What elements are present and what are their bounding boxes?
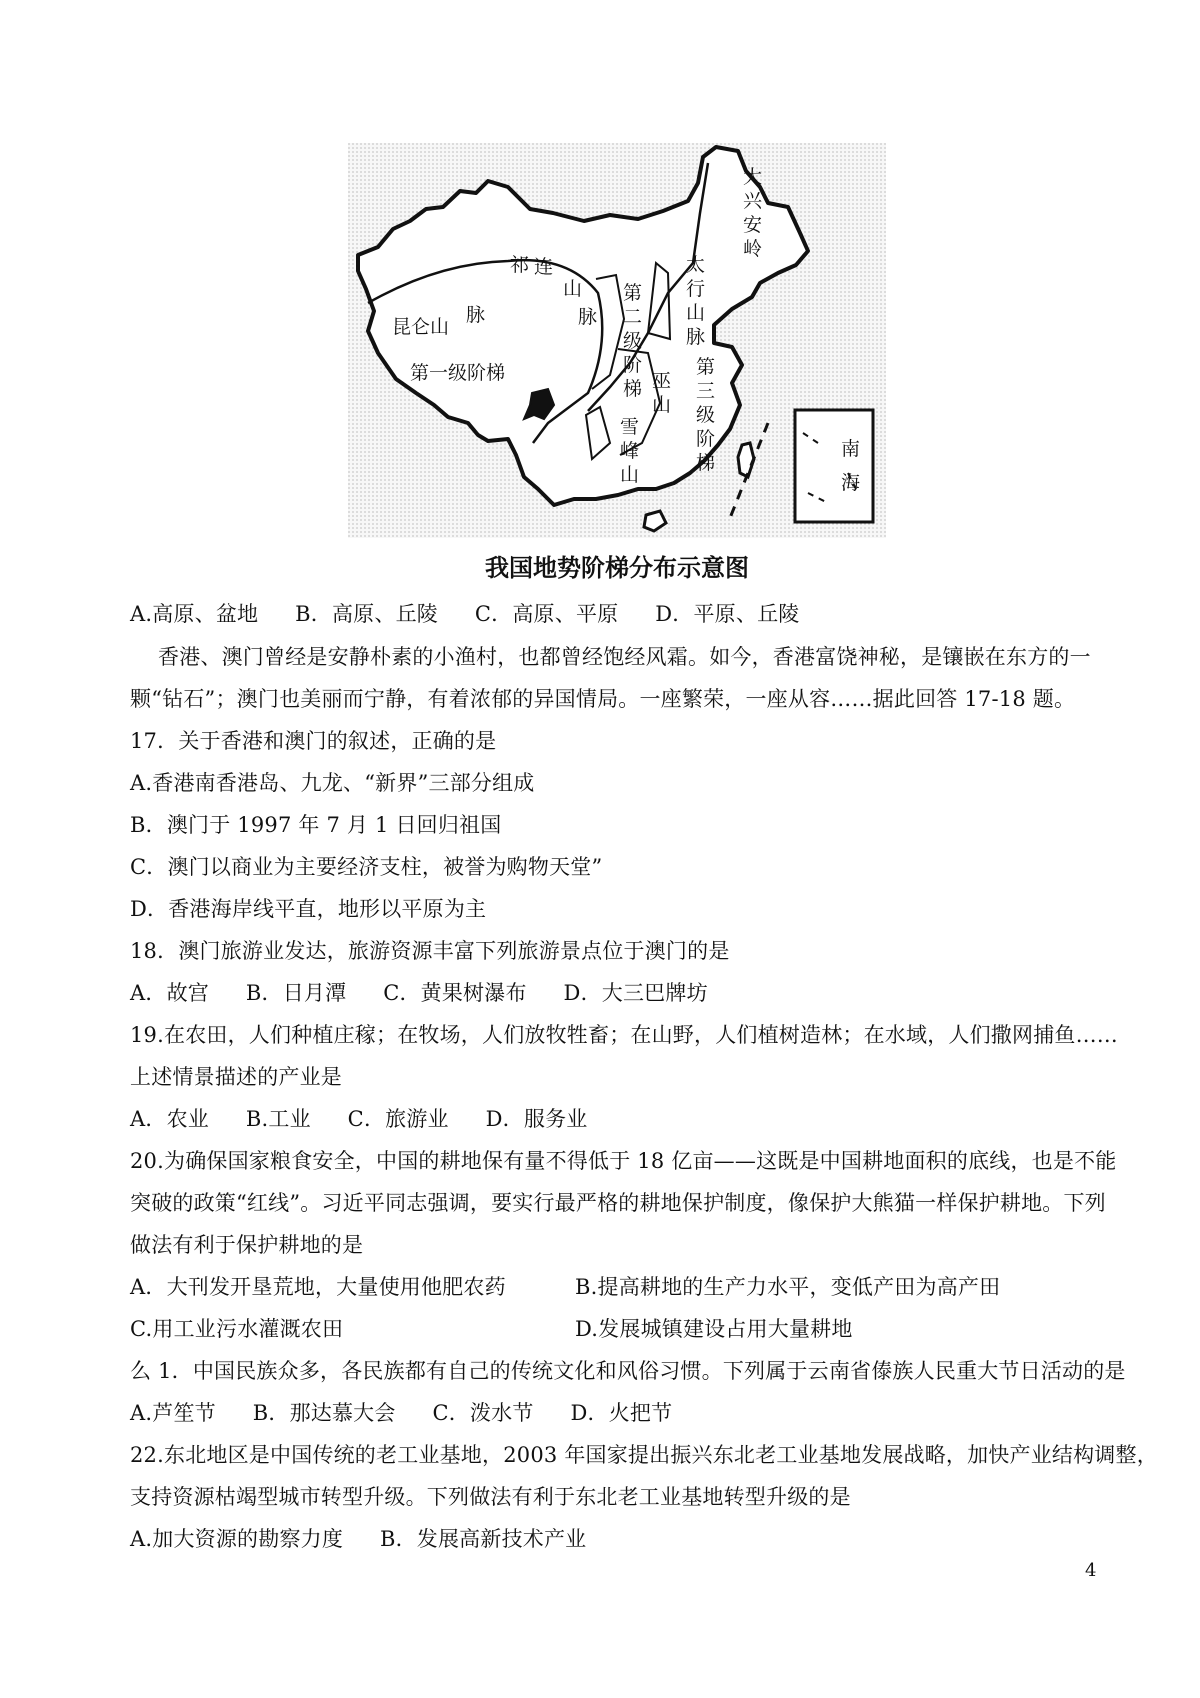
svg-text:南: 南 [841, 438, 861, 460]
terrain-steps-map [348, 143, 886, 587]
svg-text:山: 山 [620, 464, 640, 486]
q22-options [130, 1525, 586, 1553]
svg-text:第: 第 [623, 282, 643, 304]
label-kunlun: 昆仑山 [392, 316, 450, 338]
svg-text:梯: 梯 [696, 452, 716, 474]
q18-stem: 18．澳门旅游业发达，旅游资源丰富下列旅游景点位于澳门的是 [130, 939, 730, 963]
q17-option-d[interactable]: D．香港海岸线平直，地形以平原为主 [130, 897, 487, 921]
q20-option-b[interactable]: B.提高耕地的生产力水平，变低产田为高产田 [575, 1275, 1001, 1299]
svg-text:级: 级 [696, 404, 716, 426]
page-number: 4 [1085, 1560, 1097, 1581]
q16-option-c[interactable]: C．高原、平原 [474, 602, 619, 626]
svg-text:三: 三 [696, 380, 716, 402]
q21-option-a[interactable]: A.芦笙节 [130, 1401, 216, 1425]
q21-stem: 么 1．中国民族众多，各民族都有自己的传统文化和风俗习惯。下列属于云南省傣族人民重大节日活动的是 [130, 1359, 1126, 1383]
label-kunlun-mai: 脉 [466, 304, 486, 326]
q20-stem-line-2: 突破的政策“红线”。习近平同志强调，要实行最严格的耕地保护制度，像保护大熊猫一样保护耕地。下列 [130, 1191, 1106, 1215]
q20-option-d[interactable]: D.发展城镇建设占用大量耕地 [575, 1317, 853, 1341]
q17-stem: 17．关于香港和澳门的叙述，正确的是 [130, 729, 497, 753]
svg-text:海: 海 [841, 472, 861, 494]
svg-text:脉: 脉 [578, 306, 598, 328]
q21-option-b[interactable]: B．那达慕大会 [252, 1401, 396, 1425]
q20-stem-line-1: 20.为确保国家粮食安全，中国的耕地保有量不得低于 18 亿亩——这既是中国耕地面积的底线，也是不能 [130, 1149, 1117, 1173]
svg-text:级: 级 [623, 330, 643, 352]
q21-option-d[interactable]: D．火把节 [570, 1401, 673, 1425]
q17-option-a[interactable]: A.香港南香港岛、九龙、“新界”三部分组成 [130, 771, 535, 795]
svg-text:阶: 阶 [623, 354, 643, 376]
q20-option-a[interactable]: A．大刊发开垦荒地，大量使用他肥农药 [130, 1275, 506, 1299]
svg-text:雪: 雪 [620, 416, 640, 438]
label-xuefeng [620, 416, 639, 486]
q21-options [130, 1399, 672, 1427]
q20-option-c[interactable]: C.用工业污水灌溉农田 [130, 1317, 344, 1341]
svg-text:阶: 阶 [696, 428, 716, 450]
svg-text:山: 山 [686, 302, 706, 324]
south-china-sea-inset [795, 410, 873, 522]
label-first-step: 第一级阶梯 [410, 362, 506, 384]
q22-option-a[interactable]: A.加大资源的勘察力度 [130, 1527, 344, 1551]
svg-text:巫: 巫 [652, 370, 672, 392]
svg-text:山: 山 [652, 394, 672, 416]
q19-option-d[interactable]: D．服务业 [485, 1107, 588, 1131]
svg-text:行: 行 [686, 278, 706, 300]
q19-options [130, 1105, 587, 1133]
q16-option-d[interactable]: D．平原、丘陵 [655, 602, 800, 626]
svg-text:第: 第 [696, 356, 716, 378]
figure-caption: 我国地势阶梯分布示意图 [485, 554, 749, 582]
q18-option-d[interactable]: D．大三巴牌坊 [563, 981, 708, 1005]
q16-options [130, 600, 799, 628]
svg-text:大: 大 [743, 166, 763, 188]
q20-stem-line-3: 做法有利于保护耕地的是 [130, 1233, 364, 1257]
q17-option-c[interactable]: C．澳门以商业为主要经济支柱，被誉为购物天堂” [130, 855, 603, 879]
q17-option-b[interactable]: B．澳门于 1997 年 7 月 1 日回归祖国 [130, 813, 502, 837]
q18-option-c[interactable]: C．黄果树瀑布 [383, 981, 527, 1005]
svg-text:脉: 脉 [686, 326, 706, 348]
label-third-step [696, 356, 715, 474]
q22-stem-line-2: 支持资源枯竭型城市转型升级。下列做法有利于东北老工业基地转型升级的是 [130, 1485, 851, 1509]
q18-option-a[interactable]: A．故宫 [130, 981, 209, 1005]
q16-option-a[interactable]: A.高原、盆地 [130, 602, 259, 626]
q22-option-b[interactable]: B．发展高新技术产业 [379, 1527, 587, 1551]
q22-stem-line-1: 22.东北地区是中国传统的老工业基地，2003 年国家提出振兴东北老工业基地发展战略，加快产业结构调整， [130, 1443, 1158, 1467]
passage-line-1: 香港、澳门曾经是安静朴素的小渔村，也都曾经饱经风霜。如今，香港富饶神秘，是镶嵌在东方的一 [158, 645, 1091, 669]
label-second-step [623, 282, 642, 400]
svg-text:安: 安 [743, 214, 763, 236]
svg-text:岭: 岭 [743, 238, 763, 260]
q21-option-c[interactable]: C．泼水节 [432, 1401, 534, 1425]
q19-stem-line-2: 上述情景描述的产业是 [130, 1065, 342, 1089]
q19-option-a[interactable]: A．农业 [130, 1107, 209, 1131]
q19-stem-line-1: 19.在农田，人们种植庄稼；在牧场，人们放牧牲畜；在山野，人们植树造林；在水域，人们撒网捕鱼…… [130, 1023, 1118, 1047]
q16-option-b[interactable]: B．高原、丘陵 [295, 602, 438, 626]
svg-text:山: 山 [563, 278, 583, 300]
svg-text:祁: 祁 [510, 254, 530, 276]
svg-text:兴: 兴 [743, 190, 763, 212]
svg-text:太: 太 [686, 254, 706, 276]
passage-line-2: 颗“钻石”；澳门也美丽而宁静，有着浓郁的异国情局。一座繁荣，一座从容……据此回答 17-18 题。 [130, 687, 1076, 711]
q19-option-c[interactable]: C．旅游业 [347, 1107, 449, 1131]
svg-text:二: 二 [623, 306, 643, 328]
q18-option-b[interactable]: B．日月潭 [245, 981, 347, 1005]
svg-text:峰: 峰 [620, 440, 640, 462]
china-map-illustration [348, 143, 886, 587]
svg-text:梯: 梯 [623, 378, 643, 400]
q19-option-b[interactable]: B.工业 [245, 1107, 311, 1131]
svg-text:连: 连 [534, 256, 554, 278]
q18-options [130, 979, 708, 1007]
